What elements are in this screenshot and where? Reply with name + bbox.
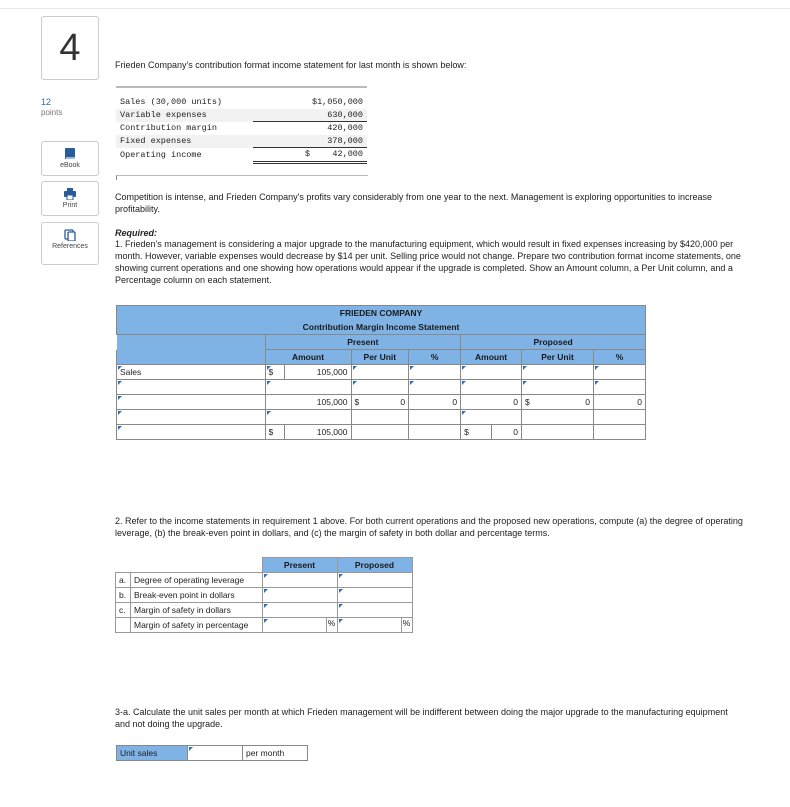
q2-row bbox=[116, 573, 413, 588]
company-name: FRIEDEN COMPANY bbox=[117, 306, 646, 321]
pct-header: % bbox=[409, 350, 461, 365]
sales-amount: 105,000 bbox=[284, 365, 351, 380]
cm-per-unit: 0 bbox=[370, 395, 409, 410]
proposed-header: Proposed bbox=[461, 335, 646, 350]
q2-present-header: Present bbox=[262, 558, 337, 573]
amount-input[interactable] bbox=[265, 410, 351, 425]
bep-proposed-input[interactable] bbox=[337, 588, 412, 603]
references-button[interactable] bbox=[41, 222, 99, 265]
prop-cm-per-unit: $ 0 bbox=[522, 395, 594, 410]
prop-oi-amount: 0 bbox=[491, 425, 521, 440]
q2-letter: a. bbox=[116, 573, 131, 588]
q2-label: Degree of operating leverage bbox=[131, 573, 263, 588]
prop-sales-amount-input[interactable] bbox=[461, 365, 522, 380]
per-unit-header: Per Unit bbox=[351, 350, 409, 365]
ebook-label: eBook bbox=[60, 162, 80, 169]
intro-text: Frieden Company's contribution format income statement for last month is shown below: bbox=[115, 60, 467, 70]
prop-pct-input[interactable] bbox=[594, 380, 646, 395]
cm-statement-table bbox=[116, 305, 646, 440]
is-label: Fixed expenses bbox=[120, 136, 192, 146]
required-heading: Required: bbox=[115, 228, 158, 238]
is-row bbox=[116, 135, 367, 148]
top-divider bbox=[0, 8, 790, 9]
mos-pct-present-input[interactable] bbox=[263, 618, 327, 632]
print-label: Print bbox=[62, 202, 78, 209]
cm-amount: 105,000 bbox=[265, 395, 351, 410]
unit-sales-input[interactable] bbox=[188, 746, 243, 761]
given-income-statement bbox=[116, 86, 367, 176]
book-icon bbox=[64, 148, 76, 160]
is-label: Operating income bbox=[120, 149, 202, 160]
prop-per-unit-input[interactable] bbox=[522, 380, 594, 395]
sales-per-unit-input[interactable] bbox=[351, 365, 409, 380]
is-value: 378,000 bbox=[253, 135, 367, 148]
pct-sign: % bbox=[327, 618, 336, 628]
points-label: points bbox=[41, 108, 63, 117]
is-row bbox=[116, 148, 367, 163]
table-row bbox=[117, 365, 646, 380]
oi-amount: 105,000 bbox=[284, 425, 351, 440]
currency-sign: $ bbox=[265, 425, 284, 440]
is-row bbox=[116, 109, 367, 122]
table-row bbox=[117, 410, 646, 425]
row-label-input[interactable] bbox=[117, 410, 266, 425]
currency-sign: $ bbox=[461, 425, 491, 440]
prop-sales-per-unit-input[interactable] bbox=[522, 365, 594, 380]
question-number: 4 bbox=[41, 16, 99, 80]
prop-cm-amount: 0 bbox=[461, 395, 522, 410]
table-row bbox=[117, 425, 646, 440]
q2-table bbox=[115, 557, 413, 633]
mos-present-input[interactable] bbox=[262, 603, 337, 618]
q2-proposed-header: Proposed bbox=[337, 558, 412, 573]
q2-text: 2. Refer to the income statements in requirement 1 above. For both current operations and the proposed new operations, compute (a) the degree of operating leverage, (b) the break-even point in dollars, and (c) the margin of safety in both dollar and percentage terms. bbox=[115, 516, 743, 538]
references-icon bbox=[64, 229, 76, 241]
sales-label-input[interactable]: Sales bbox=[117, 365, 266, 380]
prop-amount-input[interactable] bbox=[461, 410, 522, 425]
mos-proposed-input[interactable] bbox=[337, 603, 412, 618]
is-row bbox=[116, 96, 367, 109]
table-row bbox=[117, 380, 646, 395]
row-label-input[interactable] bbox=[117, 380, 266, 395]
is-label: Contribution margin bbox=[120, 123, 217, 133]
amount-input[interactable] bbox=[265, 380, 351, 395]
q3a-text: 3-a. Calculate the unit sales per month at which Frieden management will be indifferent between doing the major upgrade to the manufacturing equipment and not doing the upgrade. bbox=[115, 707, 728, 729]
prop-cm-pct: 0 bbox=[594, 395, 646, 410]
row-label-input[interactable] bbox=[117, 395, 266, 410]
is-value: $1,050,000 bbox=[311, 97, 363, 108]
pct-header: % bbox=[594, 350, 646, 365]
currency-sign: $ bbox=[265, 365, 284, 380]
q2-label: Break-even point in dollars bbox=[131, 588, 263, 603]
prop-amount-input[interactable] bbox=[461, 380, 522, 395]
amount-header: Amount bbox=[265, 350, 351, 365]
ebook-button[interactable] bbox=[41, 141, 99, 176]
pct-sign: % bbox=[402, 618, 411, 628]
q2-label: Margin of safety in percentage bbox=[131, 618, 263, 633]
q2-row bbox=[116, 588, 413, 603]
q2-row bbox=[116, 603, 413, 618]
cm-pct: 0 bbox=[409, 395, 461, 410]
is-value: 630,000 bbox=[253, 109, 367, 122]
is-label: Variable expenses bbox=[120, 110, 207, 120]
references-label: References bbox=[52, 243, 88, 250]
per-month-label: per month bbox=[243, 746, 308, 761]
currency-sign: $ bbox=[525, 397, 530, 407]
q3a-table bbox=[116, 745, 308, 761]
is-value: 42,000 bbox=[332, 149, 363, 160]
row-label-input[interactable] bbox=[117, 425, 266, 440]
amount-header: Amount bbox=[461, 350, 522, 365]
q2-letter: c. bbox=[116, 603, 131, 618]
prop-sales-pct-input[interactable] bbox=[594, 365, 646, 380]
dol-proposed-input[interactable] bbox=[337, 573, 412, 588]
statement-title: Contribution Margin Income Statement bbox=[117, 320, 646, 335]
printer-icon bbox=[64, 188, 76, 200]
per-unit-input[interactable] bbox=[351, 380, 409, 395]
is-label: Sales (30,000 units) bbox=[116, 96, 253, 109]
present-header: Present bbox=[265, 335, 461, 350]
q2-letter: b. bbox=[116, 588, 131, 603]
dol-present-input[interactable] bbox=[262, 573, 337, 588]
is-row bbox=[116, 122, 367, 135]
mos-pct-proposed-input[interactable] bbox=[338, 618, 402, 632]
is-value: 420,000 bbox=[327, 123, 363, 134]
table-row bbox=[117, 395, 646, 410]
q2-label: Margin of safety in dollars bbox=[131, 603, 263, 618]
is-currency: $ bbox=[304, 149, 310, 160]
currency-sign: $ bbox=[351, 395, 370, 410]
sales-pct-input[interactable] bbox=[409, 365, 461, 380]
per-unit-header: Per Unit bbox=[522, 350, 594, 365]
print-button[interactable] bbox=[41, 181, 99, 216]
bep-present-input[interactable] bbox=[262, 588, 337, 603]
requirement-1-text: 1. Frieden's management is considering a major upgrade to the manufacturing equipment, which would result in fixed expenses increasing by $420,000 per month. However, variable expenses would decrease by $14 per unit. Selling price would not change. Prepare two contribution format income statements, one showing current operations and one showing how operations would appear if the upgrade is completed. Show an Amount column, a Per Unit column, and a Percentage column on each statement. bbox=[115, 239, 741, 285]
unit-sales-label: Unit sales bbox=[117, 746, 188, 761]
competition-text: Competition is intense, and Frieden Company's profits vary considerably from one year to the next. Management is exploring opportunities to increase profitability. bbox=[115, 192, 713, 214]
points-value: 12 bbox=[41, 97, 52, 107]
pct-input[interactable] bbox=[409, 380, 461, 395]
q2-letter bbox=[116, 618, 131, 633]
q2-row bbox=[116, 618, 413, 633]
